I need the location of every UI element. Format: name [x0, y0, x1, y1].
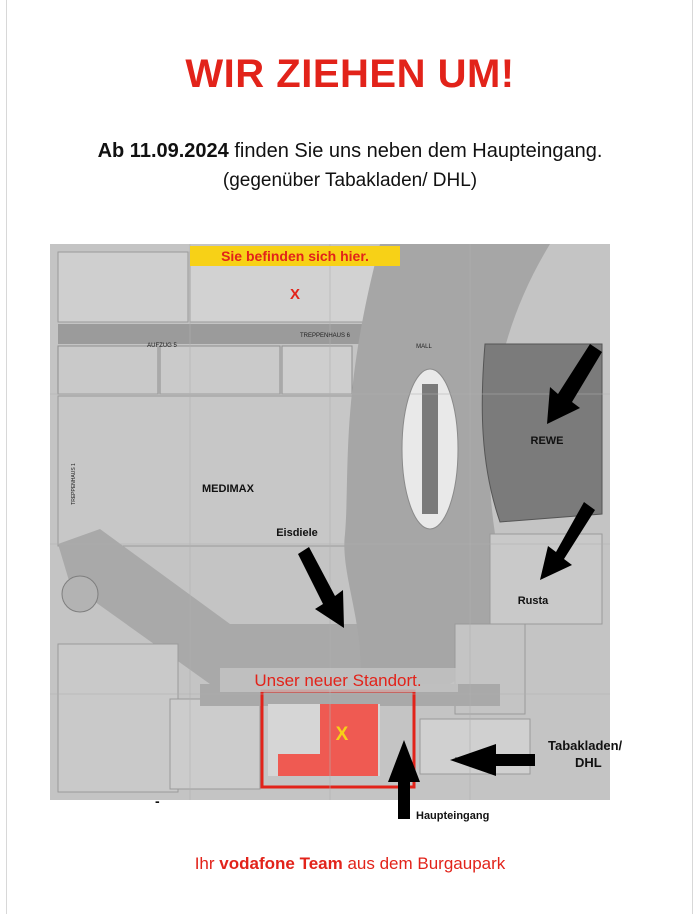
- label-rusta: Rusta: [517, 595, 549, 607]
- label-small-mark: -: [155, 793, 160, 809]
- rusta-store: [490, 534, 602, 624]
- label-aufzug-5: AUFZUG 5: [147, 343, 177, 349]
- label-tabakladen: Tabakladen/: [548, 738, 623, 753]
- label-haupteingang: Haupteingang: [416, 810, 490, 822]
- medimax-area: [58, 396, 358, 546]
- label-medimax: MEDIMAX: [202, 483, 254, 495]
- page-edge-left: [6, 0, 7, 914]
- shop-zone-left-2: [58, 346, 158, 394]
- footer-brand: vodafone Team: [219, 854, 343, 873]
- move-date: Ab 11.09.2024: [97, 140, 229, 162]
- round-stair: [62, 576, 98, 612]
- shop-zone-lower-mid: [170, 699, 260, 789]
- label-rewe: REWE: [530, 435, 564, 447]
- label-treppenhaus-1: TREPPENHAUS 1: [71, 463, 77, 505]
- shop-zone-top-left: [58, 252, 188, 322]
- page-edge-right: [692, 0, 693, 914]
- move-date-text: finden Sie uns neben dem Haupteingang.: [234, 140, 603, 162]
- footer-suffix: aus dem Burgaupark: [347, 854, 506, 873]
- location-hint: (gegenüber Tabakladen/ DHL): [222, 170, 478, 191]
- shop-zone-center-2: [160, 346, 280, 394]
- shop-zone-lower-left: [58, 644, 178, 792]
- label-mall: MALL: [416, 344, 432, 350]
- escalator: [422, 384, 438, 514]
- label-eisdiele: Eisdiele: [276, 527, 318, 539]
- footer-prefix: Ihr: [194, 854, 215, 873]
- footer-signature: [0, 854, 700, 874]
- label-dhl: DHL: [575, 755, 602, 770]
- poster-title: WIR ZIEHEN UM!: [185, 52, 515, 96]
- shop-zone-right-2: [282, 346, 352, 394]
- current-location-marker: X: [289, 286, 301, 303]
- you-are-here-label: Sie befinden sich hier.: [221, 248, 369, 264]
- new-location-marker: X: [335, 724, 349, 745]
- label-treppenhaus-6: TREPPENHAUS 6: [299, 333, 351, 339]
- new-location-label: Unser neuer Standort.: [254, 671, 422, 690]
- floor-plan: [50, 244, 610, 809]
- move-date-line: [0, 140, 700, 163]
